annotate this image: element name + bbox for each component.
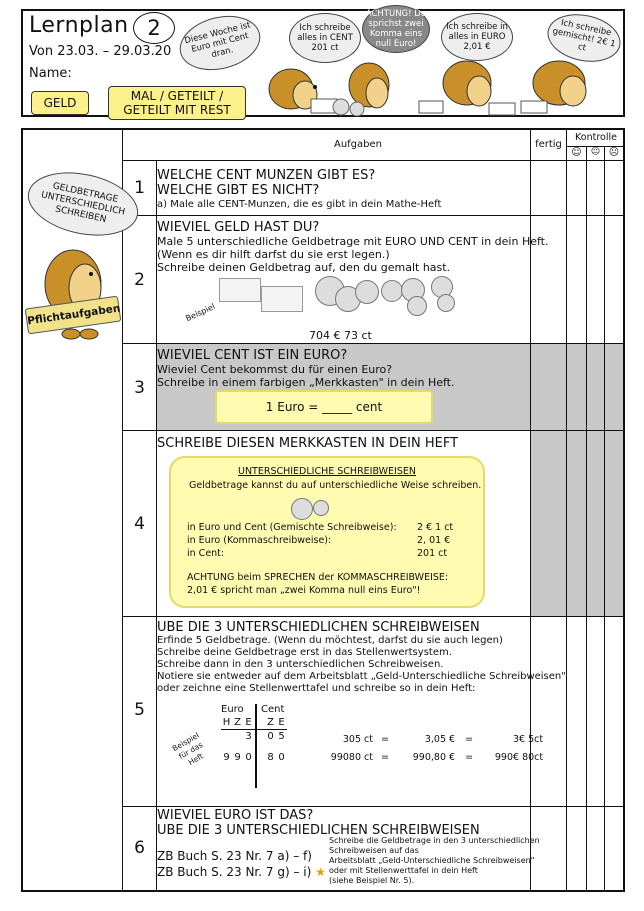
- col-z: Z: [234, 717, 241, 728]
- row3-task: [157, 348, 454, 389]
- row2-line-2: (Wenn es dir hilft darfst du sie erst legen.): [157, 248, 390, 261]
- example-1: [323, 734, 543, 745]
- coin-1cent-image: [313, 500, 329, 516]
- date-range: Von 23.03. – 29.03.20: [29, 44, 172, 59]
- coin-image-4: [381, 280, 403, 302]
- ex1-eq: =: [381, 734, 390, 745]
- banknote-image-2: [261, 286, 303, 312]
- header: [21, 9, 625, 117]
- col-fertig: fertig: [535, 139, 562, 150]
- page-title: Lernplan: [29, 13, 129, 38]
- col-e: E: [245, 717, 252, 728]
- col-kontrolle: Kontrolle: [575, 132, 617, 143]
- speech-bubble-4: Ich schreibe in alles in EURO 2,01 €: [441, 13, 513, 61]
- col-ce: E: [278, 717, 285, 728]
- row3-line-1: Wieviel Cent bekommst du für einen Euro?: [157, 363, 393, 376]
- row-divider-5: [122, 806, 623, 807]
- ex2-mixed: 990€ 80ct: [494, 752, 544, 763]
- row2-heading: WIEVIEL GELD HAST DU?: [157, 220, 320, 235]
- merk4-r3-value: 201 ct: [417, 548, 448, 559]
- row6-heading-2: UBE DIE 3 UNTERSCHIEDLICHEN SCHREIBWEISEN: [157, 823, 480, 838]
- coin-image-3: [355, 280, 379, 304]
- banknote-image-1: [219, 278, 261, 302]
- coin-2euro-image: [291, 498, 313, 520]
- smiley-sad-icon: ☹: [608, 147, 620, 158]
- row6-task: [157, 808, 480, 838]
- row4-task: [157, 436, 458, 451]
- row-divider-header: [122, 160, 623, 161]
- row6-note-4: oder mit Stellenwerttafel in dein Heft: [329, 866, 478, 875]
- row6-note-3: Arbeitsblatt „Geld-Unterschiedliche Schreibweisen": [329, 856, 535, 865]
- pflicht-badge: Pflichtaufgaben: [25, 296, 122, 335]
- col-h: H: [222, 717, 231, 728]
- speech-bubble-2: Ich schreibe alles in CENT 201 ct: [289, 13, 361, 63]
- cell: [221, 730, 232, 744]
- speech-bubble-3: ACHTUNG! Du sprichst zwei Komma eins null Euro!: [362, 5, 430, 53]
- row6-note-1: Schreibe die Geldbetrage in den 3 unterschiedlichen: [329, 836, 540, 845]
- merk4-r2-label: in Euro (Kommaschreibweise):: [187, 535, 332, 546]
- cell: [232, 730, 243, 744]
- row5-line-2: Schreibe deine Geldbetrage erst in das Stellenwertsystem.: [157, 647, 452, 658]
- merk4-title: UNTERSCHIEDLICHE SCHREIBWEISEN: [237, 466, 416, 477]
- book-ref-2-text: ZB Buch S. 23 Nr. 7 g) – i): [157, 865, 312, 879]
- col-divider-1: [122, 130, 123, 890]
- row2-task: [157, 220, 548, 274]
- row1-line: a) Male alle CENT-Munzen, die es gibt in dein Mathe-Heft: [157, 199, 442, 210]
- stellenwert-euro-label: Euro: [221, 704, 244, 715]
- row5-number: 5: [134, 700, 145, 720]
- ex1-eq2: =: [465, 734, 474, 745]
- cell: 8: [267, 752, 274, 763]
- col-divider-5: [586, 146, 587, 890]
- col-divider-6: [604, 146, 605, 890]
- cell: 9: [234, 752, 241, 763]
- tag-mal: [108, 86, 246, 120]
- col-aufgaben: Aufgaben: [333, 139, 382, 150]
- book-ref-1: ZB Buch S. 23 Nr. 7 a) – f): [157, 849, 312, 863]
- row5-line-3: Schreibe dann in den 3 unterschiedlichen Schreibweisen.: [157, 659, 444, 670]
- row1-number: 1: [134, 178, 145, 198]
- row3-number: 3: [134, 378, 145, 398]
- row6-heading-1: WIEVIEL EURO IST DAS?: [157, 808, 314, 823]
- star-icon: ★: [315, 865, 326, 879]
- row1-heading-2: WELCHE GIBT ES NICHT?: [157, 183, 320, 198]
- merk4-intro: Geldbetrage kannst du auf unterschiedliche Weise schreiben.: [189, 480, 482, 491]
- smiley-happy-icon: ☺: [571, 147, 582, 158]
- merk4-warn-1: ACHTUNG beim SPRECHEN der KOMMASCHREIBWEISE:: [187, 572, 449, 583]
- row5-beispiel: Beispiel für das Heft: [170, 730, 205, 768]
- tag-mal-line2: GETEILT MIT REST: [123, 103, 231, 117]
- row5-line-5: oder zeichne eine Stellenwerttafel und schreibe so in dein Heft:: [157, 683, 476, 694]
- book-ref-2: [157, 864, 326, 880]
- speech-bubble-1: Diese Woche ist Euro mit Cent dran.: [174, 8, 266, 78]
- example-2: [323, 752, 543, 763]
- row4-shading: [530, 430, 623, 616]
- hedgehogs-illustration: [251, 51, 621, 117]
- smiley-neutral-icon: 😐: [590, 147, 601, 157]
- merk4-r1-label: in Euro und Cent (Gemischte Schreibweise):: [187, 522, 397, 533]
- ex2-eq: =: [381, 752, 390, 763]
- merk4-warn-2: 2,01 € spricht man „zwei Komma null eins Euro"!: [187, 585, 421, 596]
- row6-note: [329, 836, 540, 886]
- row5-line-4: Notiere sie entweder auf dem Arbeitsblatt „Geld-Unterschiedliche Schreibweisen": [157, 671, 566, 682]
- row6-book-refs: [157, 848, 326, 880]
- ex2-eq2: =: [465, 752, 474, 763]
- row3-line-2: Schreibe in einem farbigen „Merkkasten" in dein Heft.: [157, 376, 455, 389]
- col-cz: Z: [267, 717, 274, 728]
- row1-heading-1: WELCHE CENT MUNZEN GIBT ES?: [157, 168, 376, 183]
- task-table: [21, 128, 625, 892]
- row4-merkkasten: [169, 456, 485, 608]
- merk4-r3-label: in Cent:: [187, 548, 225, 559]
- cell: 0: [245, 752, 252, 763]
- plan-number: 2: [133, 12, 175, 44]
- stellenwert-table: [221, 716, 287, 764]
- row3-merkkasten: 1 Euro = _____ cent: [215, 390, 433, 424]
- tag-geld: GELD: [31, 91, 89, 115]
- cell: 9: [223, 752, 230, 763]
- ex1-ct: 305 ct: [342, 734, 373, 745]
- speech-bubble-5: Ich schreibe gemischt! 2€ 1 ct: [543, 8, 625, 68]
- row2-line-3: Schreibe deinen Geldbetrag auf, den du gemalt hast.: [157, 261, 451, 274]
- row6-note-2: Schreibweisen auf das: [329, 846, 419, 855]
- row3-heading: WIEVIEL CENT IST EIN EURO?: [157, 348, 348, 363]
- coin-image-6: [407, 296, 427, 316]
- row6-number: 6: [134, 838, 145, 858]
- coin-image-8: [437, 294, 455, 312]
- row-divider-3: [122, 430, 623, 431]
- row2-amount: 704 € 73 ct: [309, 329, 372, 342]
- cell: 5: [278, 731, 285, 742]
- row2-beispiel: Beispiel: [184, 301, 217, 324]
- row5-task: [157, 620, 566, 695]
- row4-heading: SCHREIBE DIESEN MERKKASTEN IN DEIN HEFT: [157, 436, 459, 451]
- row1-task: [157, 168, 441, 211]
- row2-number: 2: [134, 270, 145, 290]
- cell: 0: [278, 752, 285, 763]
- row2-line-1: Male 5 unterschiedliche Geldbetrage mit EURO UND CENT in dein Heft.: [157, 235, 549, 248]
- ex1-mixed: 3€ 5ct: [513, 734, 544, 745]
- row4-number: 4: [134, 514, 145, 534]
- row-divider-1: [122, 215, 623, 216]
- row5-heading: UBE DIE 3 UNTERSCHIEDLICHEN SCHREIBWEISEN: [157, 620, 480, 635]
- merk4-r2-value: 2, 01 €: [417, 535, 451, 546]
- cell: 0: [267, 731, 274, 742]
- row6-note-5: (siehe Beispiel Nr. 5).: [329, 876, 415, 885]
- side-speech-bubble: GELDBETRAGE UNTERSCHIEDLICH SCHREIBEN: [22, 163, 144, 245]
- col-divider-4: [566, 130, 567, 890]
- ex2-ct: 99080 ct: [330, 752, 373, 763]
- stellenwert-cent-label: Cent: [261, 704, 285, 715]
- row5-line-1: Erfinde 5 Geldbetrage. (Wenn du möchtest, darfst du sie auch legen): [157, 635, 503, 646]
- name-label: Name:: [29, 66, 72, 81]
- cell: 3: [245, 731, 252, 742]
- row-divider-4: [122, 616, 623, 617]
- ex2-euro: 990,80 €: [412, 752, 456, 763]
- merk4-r1-value: 2 € 1 ct: [417, 522, 454, 533]
- tag-mal-line1: MAL / GETEILT /: [130, 89, 224, 103]
- ex1-euro: 3,05 €: [424, 734, 456, 745]
- row-divider-2: [122, 343, 623, 344]
